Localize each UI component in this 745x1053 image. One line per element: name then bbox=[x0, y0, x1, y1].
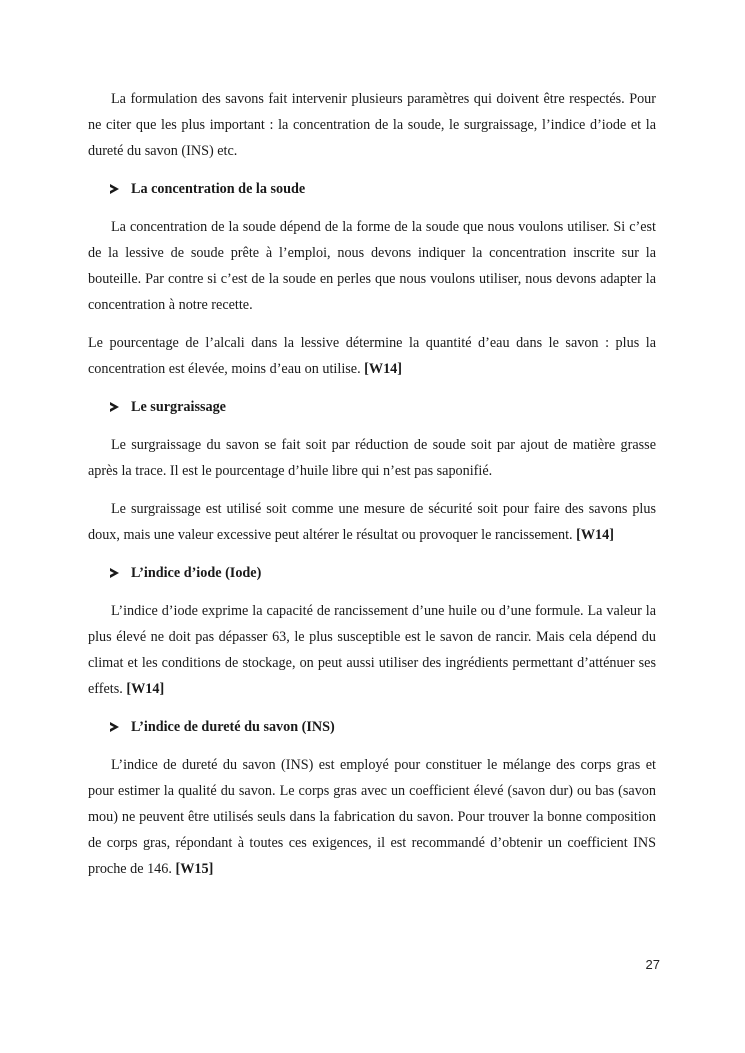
citation-ref: [W14] bbox=[126, 681, 165, 697]
page-number: 27 bbox=[645, 957, 660, 972]
paragraph bbox=[88, 496, 656, 548]
intro-text: La formulation des savons fait intervenir plusieurs paramètres qui doivent être respectés. Pour ne citer que les plus important : la concentration de la soude, le surgraissage, l’indice d’iode et la dureté du savon (INS) etc. bbox=[88, 91, 656, 159]
paragraph bbox=[88, 330, 656, 382]
paragraph-text: L’indice de dureté du savon (INS) est employé pour constituer le mélange des corps gras et pour estimer la qualité du savon. Le corps gras avec un coefficient élevé (savon dur) ou bas (savon mou) ne peuvent être utilisés seuls dans la fabrication du savon. Pour trouver la bonne composition de corps gras, répondant à toutes ces exigences, il est recommandé d’obtenir un coefficient INS proche de 146. bbox=[88, 757, 656, 877]
section-heading-iode bbox=[88, 560, 656, 586]
citation-ref: [W14] bbox=[576, 527, 614, 543]
arrow-bullet-icon bbox=[110, 402, 119, 412]
section-heading-text: L’indice de dureté du savon (INS) bbox=[131, 719, 335, 735]
document-page bbox=[88, 86, 656, 894]
section-heading-text: La concentration de la soude bbox=[131, 181, 306, 197]
paragraph bbox=[88, 598, 656, 702]
arrow-bullet-icon bbox=[110, 722, 119, 732]
paragraph bbox=[88, 432, 656, 484]
paragraph-text: La concentration de la soude dépend de la forme de la soude que nous voulons utiliser. Si c’est de la lessive de soude prête à l’emploi, nous devons indiquer la concentration inscrite sur la bouteille. Par contre si c’est de la soude en perles que nous voulons utiliser, nous devons adapter la concentration à notre recette. bbox=[88, 219, 656, 313]
intro-paragraph bbox=[88, 86, 656, 164]
paragraph-text: Le pourcentage de l’alcali dans la lessive détermine la quantité d’eau dans le savon : plus la concentration est élevée, moins d’eau on utilise. bbox=[88, 335, 656, 377]
section-heading-text: L’indice d’iode (Iode) bbox=[131, 565, 262, 581]
paragraph-text: L’indice d’iode exprime la capacité de rancissement d’une huile ou d’une formule. La valeur la plus élevé ne doit pas dépasser 63, le plus susceptible est le savon de rancir. Mais cela dépend du climat et les conditions de stockage, on peut aussi utiliser des ingrédients permettant d’atténuer ses effets. bbox=[88, 603, 656, 697]
paragraph bbox=[88, 752, 656, 882]
arrow-bullet-icon bbox=[110, 184, 119, 194]
section-heading-text: Le surgraissage bbox=[131, 399, 226, 415]
section-heading-concentration bbox=[88, 176, 656, 202]
paragraph bbox=[88, 214, 656, 318]
paragraph-text: Le surgraissage du savon se fait soit par réduction de soude soit par ajout de matière grasse après la trace. Il est le pourcentage d’huile libre qui n’est pas saponifié. bbox=[88, 437, 656, 479]
section-heading-surgraissage bbox=[88, 394, 656, 420]
section-heading-ins bbox=[88, 714, 656, 740]
arrow-bullet-icon bbox=[110, 568, 119, 578]
paragraph-text: Le surgraissage est utilisé soit comme une mesure de sécurité soit pour faire des savons plus doux, mais une valeur excessive peut altérer le résultat ou provoquer le rancissement. bbox=[88, 501, 656, 543]
citation-ref: [W14] bbox=[364, 361, 402, 377]
citation-ref: [W15] bbox=[175, 861, 214, 877]
